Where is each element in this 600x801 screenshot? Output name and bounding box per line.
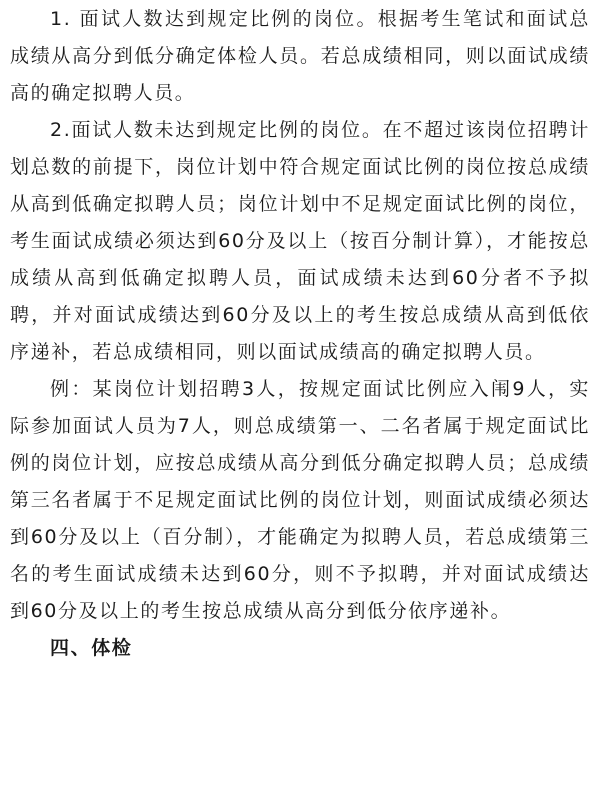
section-heading-physical-exam: 四、体检 bbox=[50, 637, 133, 659]
paragraph-rule-2: 2.面试人数未达到规定比例的岗位。在不超过该岗位招聘计划总数的前提下，岗位计划中符合规定面试比例的岗位按总成绩从高到低确定拟聘人员；岗位计划中不足规定面试比例的岗位，考生面试成绩必须达到60分及以上（按百分制计算），才能按总成绩从高到低确定拟聘人员，面试成绩未达到60分者不予拟聘，并对面试成绩达到60分及以上的考生按总成绩从高到低依序递补，若总成绩相同，则以面试成绩高的确定拟聘人员。 bbox=[10, 119, 590, 363]
paragraph-rule-1: 1. 面试人数达到规定比例的岗位。根据考生笔试和面试总成绩从高分到低分确定体检人员。若总成绩相同，则以面试成绩高的确定拟聘人员。 bbox=[10, 8, 590, 104]
paragraph-example: 例：某岗位计划招聘3人，按规定面试比例应入闱9人，实际参加面试人员为7人，则总成绩第一、二名者属于规定面试比例的岗位计划，应按总成绩从高分到低分确定拟聘人员；总成绩第三名者属于不足规定面试比例的岗位计划，则面试成绩必须达到60分及以上（百分制），才能确定为拟聘人员，若总成绩第三名的考生面试成绩未达到60分，则不予拟聘，并对面试成绩达到60分及以上的考生按总成绩从高分到低分依序递补。 bbox=[10, 378, 590, 622]
